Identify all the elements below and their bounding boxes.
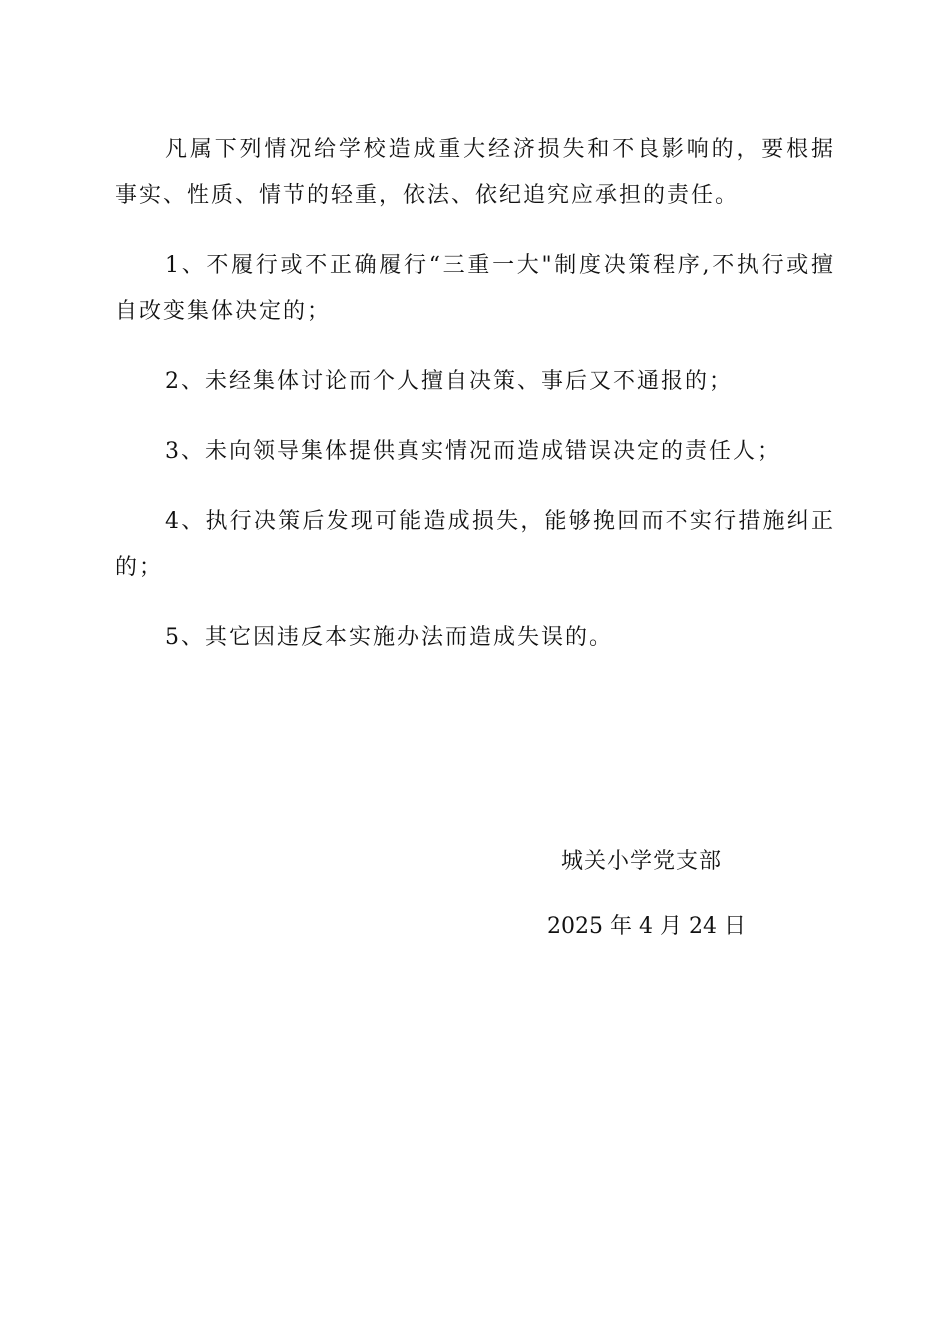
signature-organization: 城关小学党支部 (561, 849, 723, 874)
document-body (115, 127, 835, 685)
list-item-2: 2、未经集体讨论而个人擅自决策、事后又不通报的； (165, 369, 733, 394)
list-item-1: 1、不履行或不正确履行“三重一大"制度决策程序,不执行或擅自改变集体决定的； (115, 253, 835, 324)
list-item-5: 5、其它因违反本实施办法而造成失误的。 (165, 625, 613, 650)
intro-paragraph: 凡属下列情况给学校造成重大经济损失和不良影响的，要根据事实、性质、情节的轻重，依法、依纪追究应承担的责任。 (115, 137, 835, 208)
list-item-3: 3、未向领导集体提供真实情况而造成错误决定的责任人； (165, 439, 781, 464)
signature-date: 2025 年 4 月 24 日 (547, 914, 746, 939)
list-item-4: 4、执行决策后发现可能造成损失，能够挽回而不实行措施纠正的； (115, 509, 835, 580)
